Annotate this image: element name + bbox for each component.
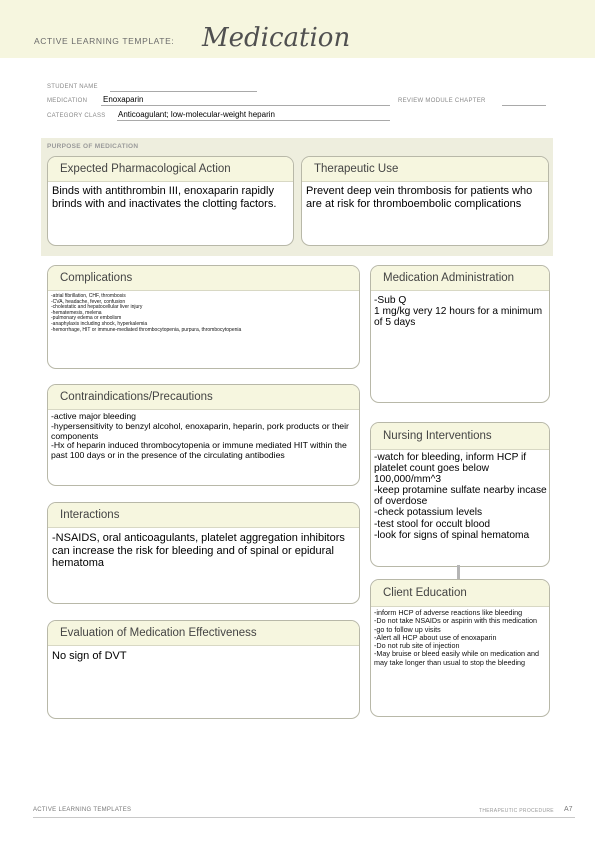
student-name-line [110, 91, 257, 92]
list-item: -keep protamine sulfate nearby incase of overdose [374, 485, 547, 508]
evaluation-title: Evaluation of Medication Effectiveness [48, 621, 359, 646]
list-item: -May bruise or bleed easily while on medication and may take longer than usual to stop the bleeding [374, 649, 540, 667]
connector-bar [457, 565, 460, 579]
list-item: -CVA, headache, fever, confusion [51, 298, 126, 305]
contraindications-title: Contraindications/Precautions [48, 385, 359, 410]
medication-administration-title: Medication Administration [371, 266, 549, 291]
list-item: -Hx of heparin induced thrombocytopenia or immune mediated HIT within the past 100 days or in the presence of the circulating antibodies [51, 440, 347, 461]
medication-administration-box [370, 265, 550, 403]
list-item: -check potassium levels [374, 507, 483, 519]
contraindications-list[interactable] [48, 410, 359, 461]
client-education-title: Client Education [371, 580, 549, 607]
template-label: ACTIVE LEARNING TEMPLATE: [34, 36, 175, 46]
therapeutic-use-title: Therapeutic Use [302, 157, 548, 182]
category-class-field[interactable]: Anticoagulant; low-molecular-weight heparin [118, 110, 275, 119]
purpose-label: PURPOSE OF MEDICATION [47, 143, 139, 150]
complications-title: Complications [48, 266, 359, 291]
interactions-box [47, 502, 360, 604]
page-number: A7 [564, 806, 573, 813]
medication-field[interactable]: Enoxaparin [103, 95, 144, 104]
evaluation-text[interactable]: No sign of DVT [52, 650, 127, 662]
footer-right: THERAPEUTIC PROCEDURE [479, 808, 554, 814]
list-item: -hematemesis, melena [51, 309, 102, 316]
evaluation-box [47, 620, 360, 719]
list-item: -hypersensitivity to benzyl alcohol, enoxaparin, heparin, pork products or their components [51, 420, 349, 441]
category-class-label: CATEGORY CLASS [47, 113, 106, 119]
nursing-interventions-title: Nursing Interventions [371, 423, 549, 450]
list-item: -look for signs of spinal hematoma [374, 529, 530, 541]
list-item: -cholestatic and hepatocellular liver injury [51, 304, 143, 311]
client-education-list[interactable] [371, 607, 549, 667]
expected-action-title: Expected Pharmacological Action [48, 157, 293, 182]
interactions-title: Interactions [48, 503, 359, 528]
interactions-text[interactable]: -NSAIDS, oral anticoagulants, platelet aggregation inhibitors can increase the risk for bleeding and of spinal or epidural hematoma [52, 532, 345, 569]
category-class-line [117, 120, 390, 121]
list-item: -Do not rub site of injection [374, 641, 460, 651]
contraindications-box [47, 384, 360, 486]
medication-line [101, 105, 390, 106]
footer-line [33, 817, 575, 818]
template-title: Medication [202, 23, 351, 53]
list-item: -inform HCP of adverse reactions like bleeding [374, 608, 523, 617]
therapeutic-use-text[interactable]: Prevent deep vein thrombosis for patients who are at risk for thromboembolic complications [306, 185, 533, 210]
list-item: -go to follow up visits [374, 624, 441, 634]
complications-box [47, 265, 360, 369]
nursing-interventions-box [370, 422, 550, 567]
list-item: -active major bleeding [51, 411, 136, 421]
therapeutic-use-box [301, 156, 549, 246]
list-item: -atrial fibrillation, CHF, thrombosis [51, 293, 126, 299]
student-name-label: STUDENT NAME [47, 84, 98, 90]
review-module-label: REVIEW MODULE CHAPTER [398, 98, 486, 104]
expected-action-text[interactable]: Binds with antithrombin III, enoxaparin rapidly brinds with and inactivates the clotting factors. [52, 185, 277, 210]
client-education-box [370, 579, 550, 717]
medication-label: MEDICATION [47, 98, 88, 104]
list-item: -anaphylaxis including shock, hyperkalemia [51, 320, 148, 327]
review-module-line [502, 105, 546, 106]
list-item: -watch for bleeding, inform HCP if platelet count goes below 100,000/mm^3 [374, 452, 527, 486]
footer-left: ACTIVE LEARNING TEMPLATES [33, 807, 132, 813]
nursing-interventions-list[interactable] [371, 450, 549, 541]
list-item: -Alert all HCP about use of enoxaparin [374, 632, 497, 642]
list-item: 1 mg/kg very 12 hours for a minimum of 5 days [374, 306, 543, 329]
list-item: -Do not take NSAIDs or aspirin with this medication [374, 616, 537, 626]
list-item: -test stool for occult blood [374, 518, 491, 530]
list-item: -pulmonary edema or embolism [51, 315, 122, 322]
complications-list[interactable] [48, 291, 359, 333]
list-item: -Sub Q [374, 295, 407, 306]
list-item: -hemorrhage, HIT or immune-mediated thrombocytopenia, purpura, thrombocytopenia [51, 326, 242, 333]
expected-action-box [47, 156, 294, 246]
medication-administration-list[interactable] [371, 291, 549, 328]
